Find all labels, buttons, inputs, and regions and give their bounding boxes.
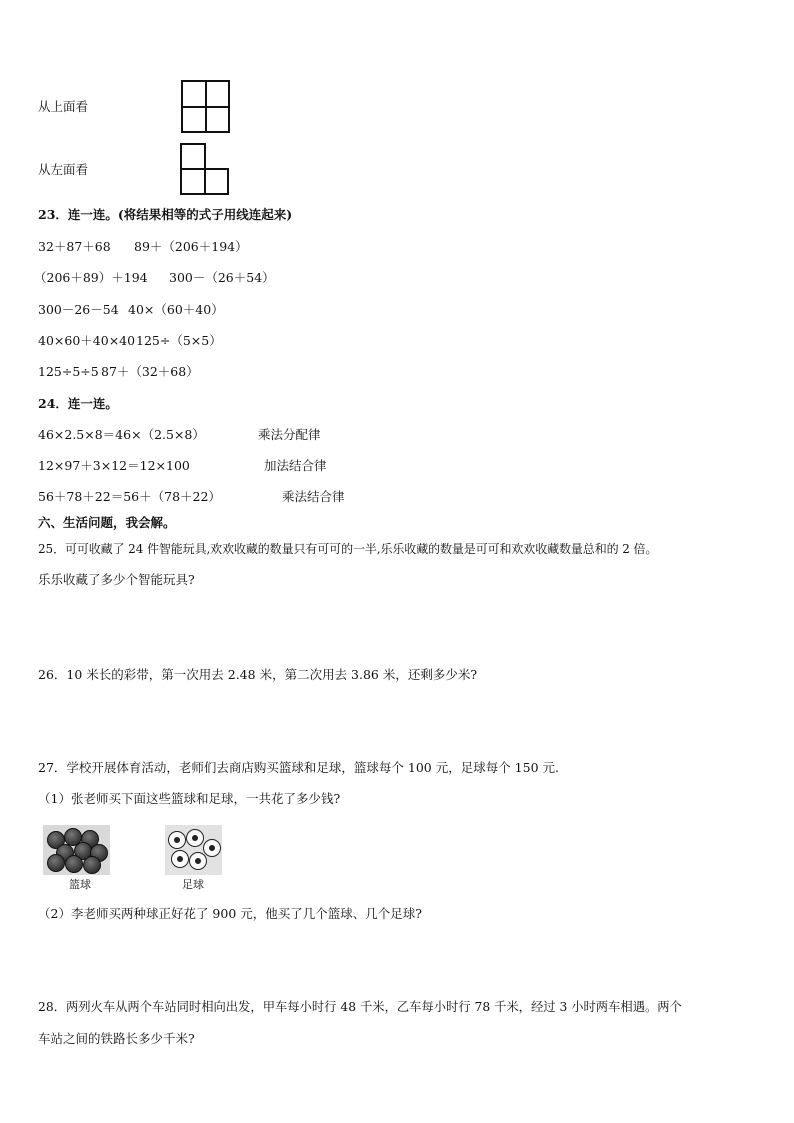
q27-sub-2: （2）李老师买两种球正好花了 900 元，他买了几个篮球、几个足球? bbox=[38, 906, 422, 921]
top-view-label: 从上面看 bbox=[38, 99, 89, 114]
section-6-heading: 六、生活问题，我会解。 bbox=[38, 515, 176, 530]
q24-title: 24．连一连。 bbox=[38, 396, 118, 411]
top-view-figure bbox=[181, 80, 230, 133]
q27-sub-1: （1）张老师买下面这些篮球和足球，一共花了多少钱? bbox=[38, 791, 341, 806]
q23-right-1: 89＋（206＋194） bbox=[134, 239, 248, 254]
left-view-label: 从左面看 bbox=[38, 162, 89, 177]
q23-left-2: （206＋89）＋194 bbox=[34, 270, 148, 285]
q26-text: 26．10 米长的彩带，第一次用去 2.48 米，第二次用去 3.86 米，还剩多少米? bbox=[38, 667, 478, 682]
q24-left-2: 12×97＋3×12＝12×100 bbox=[38, 458, 190, 473]
q27-title: 27．学校开展体育活动，老师们去商店购买篮球和足球，篮球每个 100 元，足球每个 150 元. bbox=[38, 760, 559, 775]
basketball-image bbox=[43, 825, 110, 875]
football-caption: 足球 bbox=[182, 878, 204, 891]
basketball-caption: 篮球 bbox=[69, 878, 91, 891]
q23-left-5: 125÷5÷5 bbox=[38, 364, 99, 379]
football-image bbox=[165, 825, 222, 875]
q23-left-1: 32＋87＋68 bbox=[38, 239, 111, 254]
q25-line-2: 乐乐收藏了多少个智能玩具? bbox=[38, 572, 195, 587]
q23-left-3: 300－26－54 bbox=[38, 302, 119, 317]
q28-line-2: 车站之间的铁路长多少千米? bbox=[38, 1031, 195, 1046]
q23-right-4: 125÷（5×5） bbox=[136, 333, 222, 348]
q24-right-2: 加法结合律 bbox=[264, 458, 327, 473]
q23-right-3: 40×（60＋40） bbox=[128, 302, 224, 317]
q25-line-1: 25．可可收藏了 24 件智能玩具,欢欢收藏的数量只有可可的一半,乐乐收藏的数量是可可和欢欢收藏数量总和的 2 倍。 bbox=[38, 542, 658, 556]
q23-title: 23．连一连。(将结果相等的式子用线连起来) bbox=[38, 207, 293, 222]
left-view-figure bbox=[180, 143, 229, 195]
q24-left-3: 56＋78＋22＝56＋（78＋22） bbox=[38, 489, 221, 504]
q24-right-1: 乘法分配律 bbox=[258, 427, 321, 442]
q24-right-3: 乘法结合律 bbox=[282, 489, 345, 504]
q24-left-1: 46×2.5×8＝46×（2.5×8） bbox=[38, 427, 205, 442]
q23-left-4: 40×60＋40×40 bbox=[38, 333, 136, 348]
q23-right-5: 87＋（32＋68） bbox=[101, 364, 199, 379]
q23-right-2: 300－（26＋54） bbox=[169, 270, 275, 285]
q28-line-1: 28．两列火车从两个车站同时相向出发，甲车每小时行 48 千米，乙车每小时行 78 千米，经过 3 小时两车相遇。两个 bbox=[38, 1000, 682, 1014]
